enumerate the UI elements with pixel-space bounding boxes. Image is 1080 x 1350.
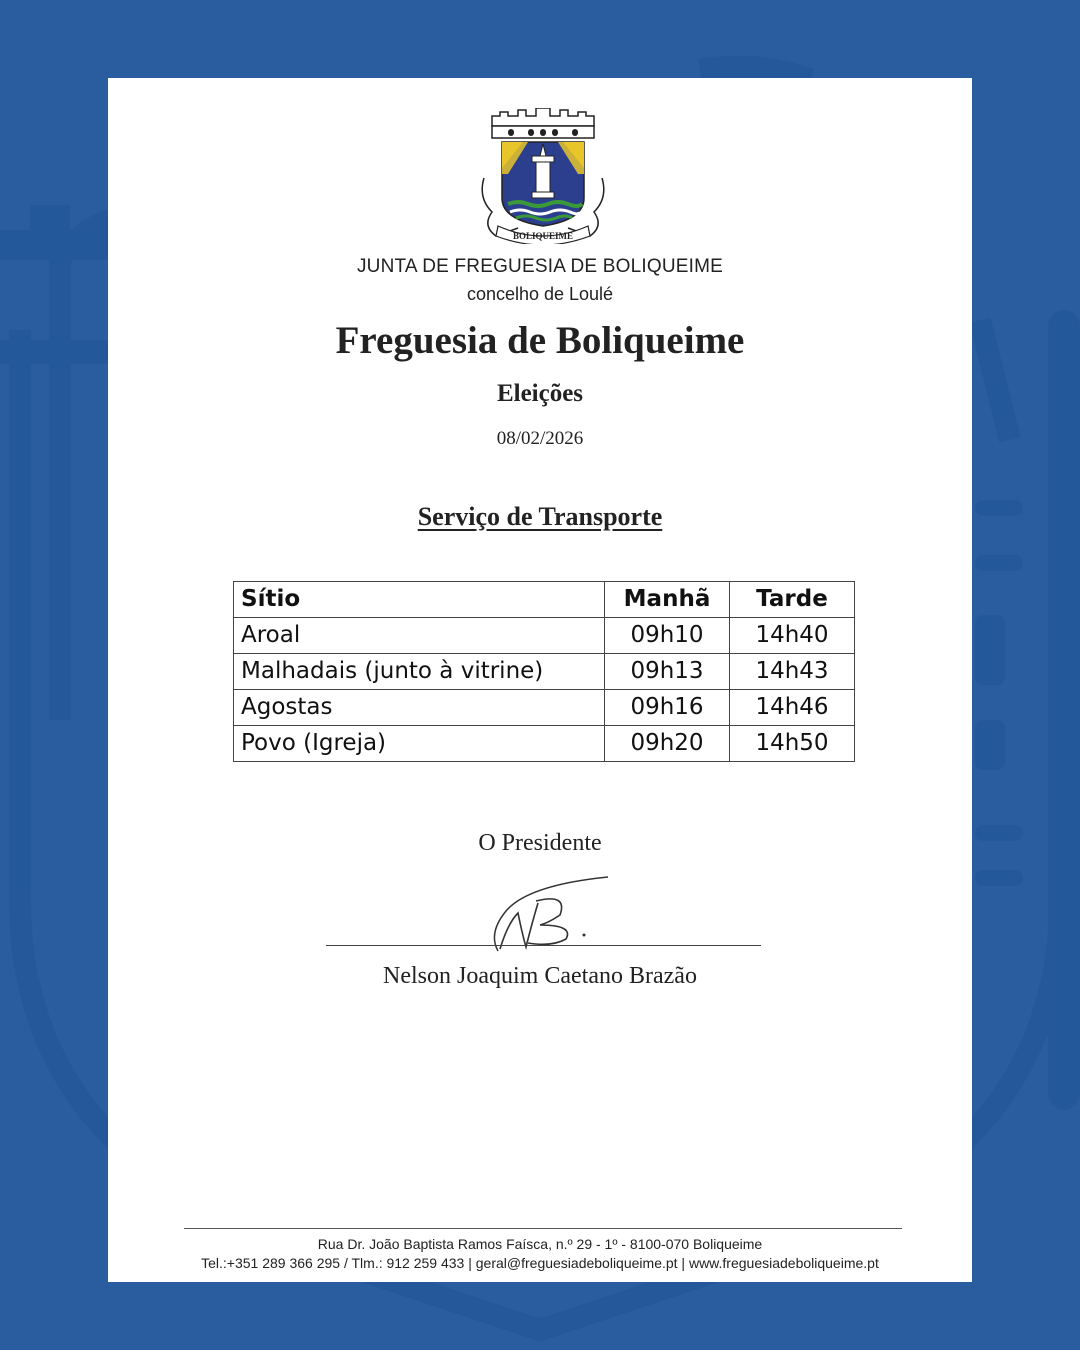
document-page (108, 78, 972, 1282)
column-header-afternoon: Tarde (730, 582, 855, 618)
site-cell: Povo (Igreja) (234, 726, 605, 762)
site-cell: Malhadais (junto à vitrine) (234, 654, 605, 690)
signature-line (326, 945, 761, 946)
column-header-site: Sítio (234, 582, 605, 618)
footer-contacts: Tel.:+351 289 366 295 / Tlm.: 912 259 433 | geral@freguesiadeboliqueime.pt | www.freguesiadeboliqueime.pt (201, 1255, 879, 1271)
page-subtitle: Eleições (496, 380, 584, 407)
footer-address: Rua Dr. João Baptista Ramos Faísca, n.º 29 - 1º - 8100-070 Boliqueime (317, 1236, 763, 1252)
afternoon-time-cell: 14h46 (730, 690, 855, 726)
org-name: JUNTA DE FREGUESIA DE BOLIQUEIME (356, 256, 724, 277)
signer-role: O Presidente (478, 830, 602, 856)
coat-of-arms-icon (478, 108, 608, 244)
morning-time-cell: 09h13 (605, 654, 730, 690)
footer-divider (184, 1228, 902, 1229)
morning-time-cell: 09h20 (605, 726, 730, 762)
signer-name: Nelson Joaquim Caetano Brazão (383, 963, 697, 989)
table-row (234, 618, 855, 654)
site-cell: Agostas (234, 690, 605, 726)
site-cell: Aroal (234, 618, 605, 654)
document-date: 08/02/2026 (496, 428, 584, 449)
org-subtitle: concelho de Loulé (466, 284, 614, 304)
svg-text:BOLIQUEIME: BOLIQUEIME (512, 231, 574, 241)
section-title: Serviço de Transporte (417, 502, 663, 531)
table-header-row (234, 582, 855, 618)
morning-time-cell: 09h10 (605, 618, 730, 654)
morning-time-cell: 09h16 (605, 690, 730, 726)
table-row (234, 726, 855, 762)
table-row (234, 690, 855, 726)
page-title: Freguesia de Boliqueime (335, 319, 745, 362)
afternoon-time-cell: 14h43 (730, 654, 855, 690)
transport-schedule-table (233, 581, 855, 762)
afternoon-time-cell: 14h50 (730, 726, 855, 762)
table-row (234, 654, 855, 690)
column-header-morning: Manhã (605, 582, 730, 618)
afternoon-time-cell: 14h40 (730, 618, 855, 654)
